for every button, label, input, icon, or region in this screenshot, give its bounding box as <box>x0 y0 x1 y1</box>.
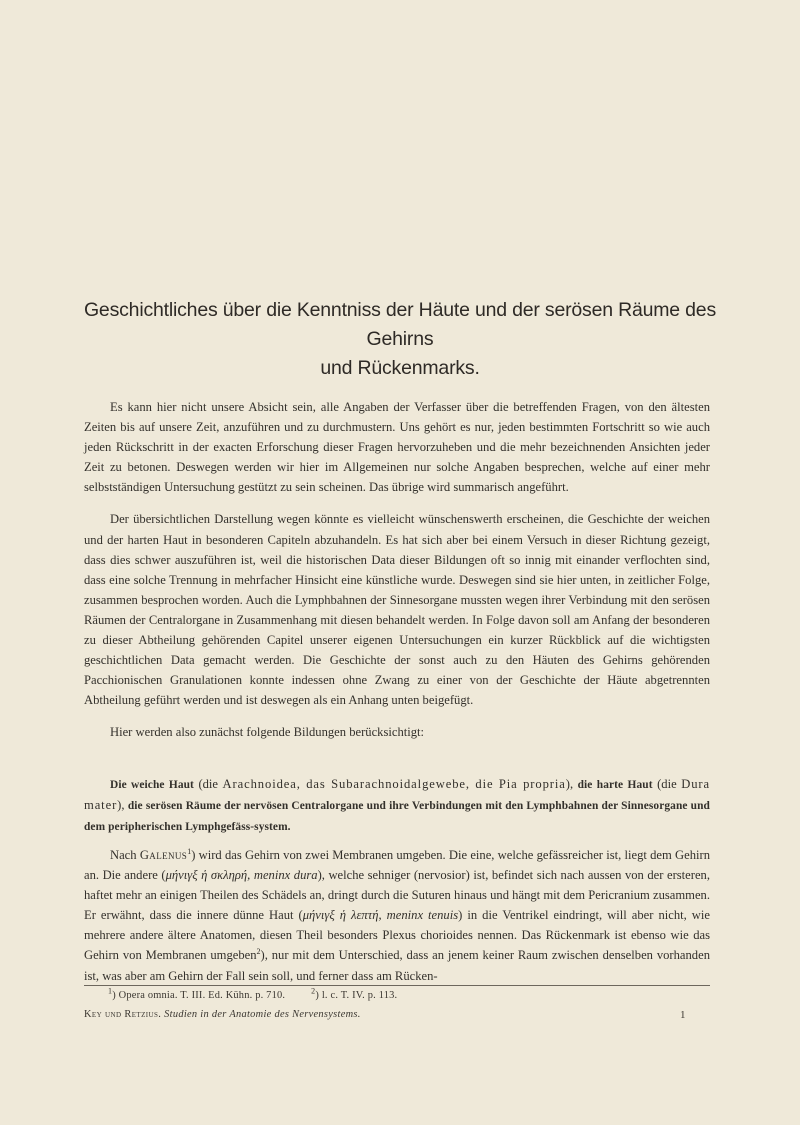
intro-text <box>84 397 710 755</box>
dura-mater-term: Dura mater <box>84 777 710 813</box>
page-number: 1 <box>680 1009 686 1021</box>
text-run: Nach <box>110 848 140 862</box>
section-text: ), <box>117 798 128 813</box>
paragraph-4 <box>84 845 710 986</box>
footnote-1: ) Opera omnia. T. III. Ed. Kühn. p. 710. <box>112 990 286 1001</box>
footnote-ref-2: 2 <box>256 947 261 957</box>
footnote-divider <box>84 985 710 986</box>
section-text: (die <box>652 777 682 791</box>
soft-membrane-term: Die weiche Haut <box>110 779 194 791</box>
footnotes <box>108 986 398 1001</box>
footnote-2: ) l. c. T. IV. p. 113. <box>315 990 398 1001</box>
section-text: (die <box>193 777 223 791</box>
text-run: ), nur mit dem Unterschied, dass an jenem keiner Raum zwischen denselben vorhanden ist, was aber am Gehirn der Fall sein soll, und ferner dass am Rücken- <box>84 948 710 983</box>
paragraph-3: Hier werden also zunächst folgende Bildungen berücksichtigt: <box>110 725 425 740</box>
section-heading <box>84 774 710 837</box>
paragraph-1: Es kann hier nicht unsere Absicht sein, alle Angaben der Verfasser über die betreffenden Fragen, von den ältesten Zeiten bis auf unsere Zeit, anzuführen und zu durchmustern. Uns gehört es nur, jeden bestimmten Fortschritt so wie auch jeden Rückschritt in der exacten Erforschung dieser Fragen hervorzuheben und die mehr bezeichnenden Ansichten jeder Zeit zu betonen. Deswegen werden wir hier im Allgemeinen nur solche Angaben besprechen, welche auf einer mehr selbstständigen Untersuchung gestützt zu sein scheinen. Das übrige wird summarisch angeführt. <box>84 400 710 495</box>
hard-membrane-term: die harte Haut <box>577 779 653 791</box>
title-line-1: Geschichtliches über die Kenntniss der Häute und der serösen Räume des Gehirns <box>83 299 717 350</box>
page-title <box>80 296 720 383</box>
running-footer <box>84 1009 361 1020</box>
section-paragraph <box>84 774 710 837</box>
author-name-galenus: Galenus <box>139 848 188 862</box>
footnote-mark-2: 2 <box>311 986 316 996</box>
title-line-2: und Rückenmarks. <box>320 357 480 379</box>
text-run: ) wird das Gehirn von zwei Membranen umgeben. Die eine, welche gefässreicher ist, liegt dem Gehirn an. Die andere ( <box>84 848 710 883</box>
footnote-mark-1: 1 <box>108 986 113 996</box>
paragraph-2: Der übersichtlichen Darstellung wegen könnte es vielleicht wünschenswerth erscheinen, die Geschichte der weichen und der harten Haut in besonderen Capiteln abzuhandeln. Es hat sich aber bei einem Versuch in dieser Richtung gezeigt, dass dies schwer auszuführen ist, weil die historischen Data dieser Bildungen oft so innig mit einander verflochten sind, dass eine solche Trennung in mehrfacher Hinsicht eine künstliche wurde. Deswegen sind sie hier unten, in zeitlicher Folge, zusammen besprochen worden. Auch die Lymphbahnen der Sinnesorgane mussten wegen ihrer Verbindung mit den serösen Räumen der Centralorgane in Zusammenhang mit diesen behandelt werden. In Folge davon soll am Anfang der besonderen zu dieser Abtheilung gehörenden Capitel unserer eigenen Untersuchungen ein kurzer Rückblick auf die wichtigsten geschichtlichen Data gemacht werden. Die Geschichte der sonst auch zu den Häuten des Gehirns gehörenden Pacchionischen Granulationen konnte indessen ohne Zwang zu einer von der Geschichte der Häute abgetrennten Abtheilung geführt werden und ist deswegen als ein Anhang unten beigefügt. <box>84 512 710 708</box>
text-run: ), welche sehniger (nervosior) ist, befindet sich nach aussen von der ersteren, haftet mehr an einigen Theilen des Schädels an, dringt durch die Suturen hinaus und hängt mit dem Pericranium zusammen. Er erwähnt, dass die innere dünne Haut ( <box>84 868 710 923</box>
section-text: ), <box>565 777 578 791</box>
text-run: ) in die Ventrikel eindringt, will aber nicht, wie mehrere andere ältere Anatomen, diesen Theil besonders Plexus chorioides nennen. Das Rückenmark ist ebenso wie das Gehirn von Membranen umgeben <box>84 908 710 963</box>
footer-authors: Key und Retzius. <box>84 1009 162 1020</box>
greek-term-meninx-tenuis: μήνιγξ ἡ λεπτή, meninx tenuis <box>302 908 459 923</box>
serous-spaces-term: die serösen Räume der nervösen Centralorgane und ihre Verbindungen mit den Lymphbahnen der Sinnesorgane und dem peripherischen Lymphgefäss-system. <box>84 800 710 834</box>
footer-work-title: Studien in der Anatomie des Nervensystems. <box>164 1009 361 1020</box>
footnote-ref-1: 1 <box>187 846 192 856</box>
soft-membrane-parts: Arachnoidea, das Subarachnoidalgewebe, die Pia propria <box>222 777 566 791</box>
galenus-text <box>84 845 710 998</box>
greek-term-meninx-dura: μήνιγξ ἡ σκληρή, meninx dura <box>165 868 318 883</box>
